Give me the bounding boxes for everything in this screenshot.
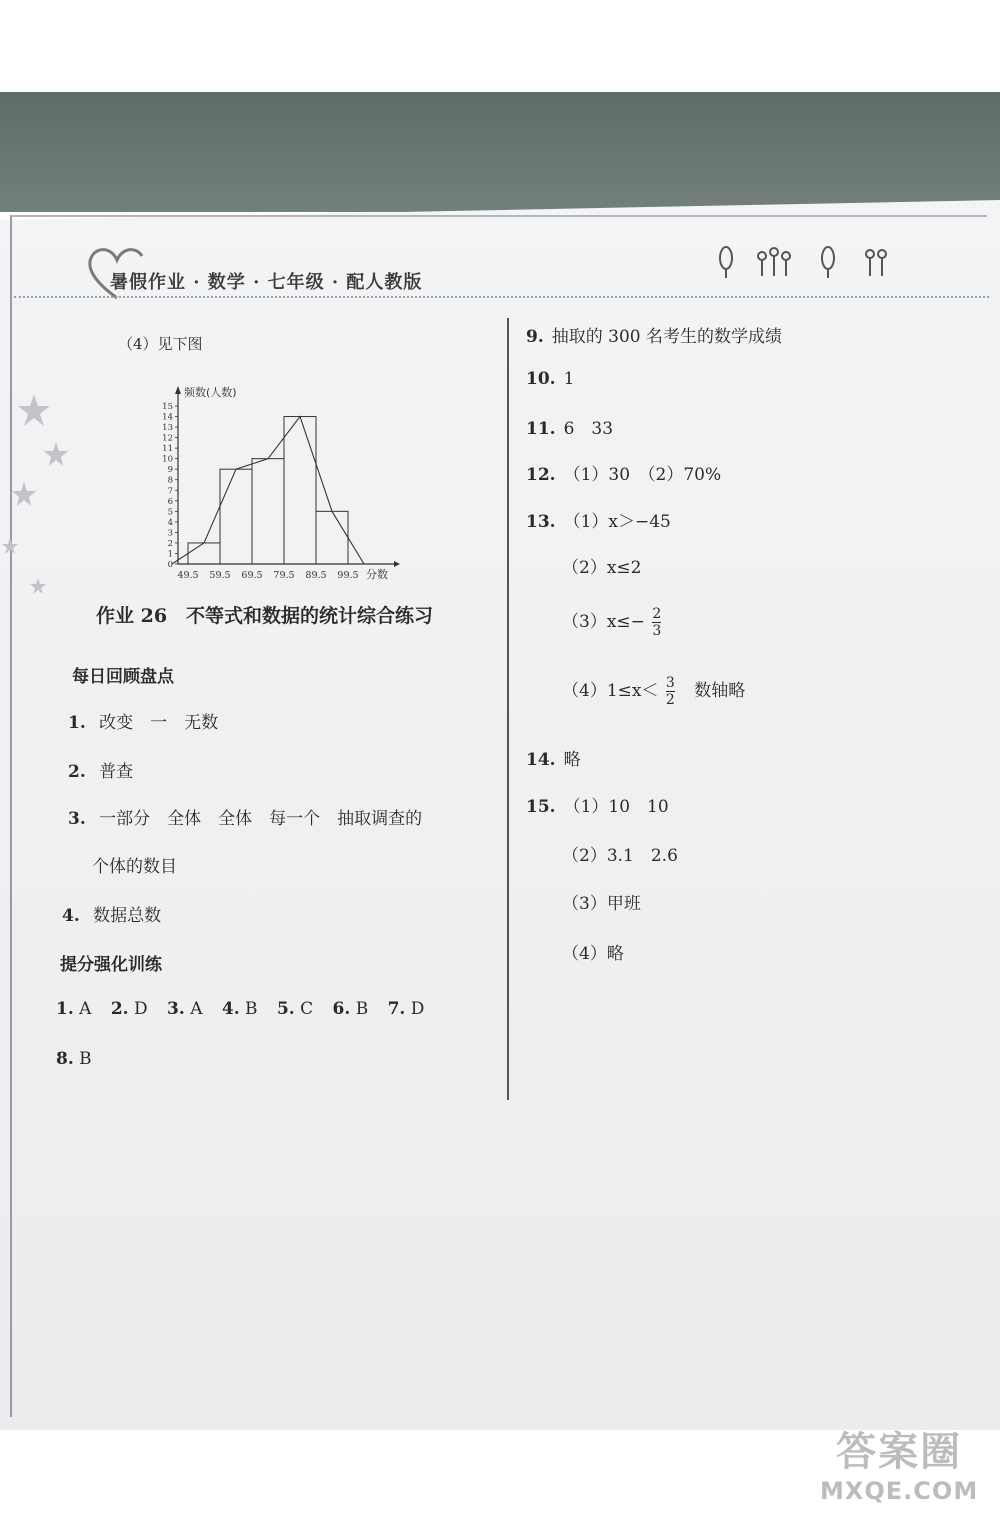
list-item: 个体的数目 — [92, 857, 177, 877]
x-tick-label: 59.5 — [209, 570, 231, 581]
choice-answers-row: 8. B — [56, 1049, 92, 1069]
answer-13-part-4: （4）1≤x＜ $\frac{3}{2}$ 数轴略 — [562, 675, 746, 708]
y-tick-label: 14 — [162, 412, 173, 423]
y-tick-label: 7 — [167, 486, 173, 497]
answer-9: 9. 抽取的 300 名考生的数学成绩 — [526, 327, 783, 347]
x-tick-label: 89.5 — [305, 570, 327, 581]
y-tick-label: 5 — [167, 507, 173, 518]
x-tick-label: 69.5 — [241, 570, 263, 581]
stars-decoration-icon — [0, 390, 80, 610]
background-surface — [0, 92, 1000, 212]
training-title: 提分强化训练 — [60, 955, 162, 975]
watermark-logo: 答案圈 MXQE.COM — [820, 1429, 979, 1505]
list-item: 1. 改变 一 无数 — [68, 713, 219, 733]
y-axis-label: 频数(人数) — [184, 386, 237, 399]
frequency-polygon — [172, 417, 364, 564]
y-tick-label: 9 — [167, 465, 173, 476]
x-tick-label: 49.5 — [177, 570, 199, 581]
y-tick-label: 2 — [167, 538, 173, 549]
answer-15-part-3: （3）甲班 — [562, 894, 641, 914]
x-tick-label: 99.5 — [337, 570, 359, 581]
answer-11: 11. 6 33 — [526, 419, 614, 439]
list-item: 3. 一部分 全体 全体 每一个 抽取调查的 — [68, 809, 423, 829]
list-item: 2. 普查 — [68, 762, 134, 782]
answer-15-part-4: （4）略 — [562, 944, 624, 964]
answer-15-part-2: （2）3.1 2.6 — [562, 846, 678, 866]
y-tick-label: 4 — [167, 517, 173, 528]
x-tick-label: 79.5 — [273, 570, 295, 581]
answer-10: 10. 1 — [526, 369, 575, 389]
x-axis-arrow — [394, 561, 400, 567]
y-tick-label: 10 — [162, 454, 173, 465]
histogram-bar — [188, 543, 220, 564]
histogram-bar — [316, 511, 348, 564]
q4-label: （4）见下图 — [118, 335, 203, 353]
y-tick-label: 15 — [162, 402, 173, 412]
x-axis-label: 分数 — [366, 568, 388, 581]
list-item: 4. 数据总数 — [62, 906, 162, 926]
choice-answers-row: 1. A 2. D 3. A 4. B 5. C 6. B 7. D — [56, 999, 425, 1019]
frequency-histogram — [150, 382, 410, 587]
y-tick-label: 6 — [167, 496, 173, 507]
histogram-bar — [252, 459, 284, 564]
histogram-bar — [220, 469, 252, 564]
y-tick-label: 8 — [167, 475, 173, 486]
y-tick-label: 1 — [167, 549, 173, 560]
y-tick-label: 12 — [162, 433, 173, 444]
header-divider — [14, 296, 989, 298]
header-title: 暑假作业 · 数学 · 七年级 · 配人教版 — [110, 272, 423, 293]
histogram-bar — [284, 417, 316, 564]
y-tick-label: 13 — [162, 423, 173, 434]
y-tick-label: 11 — [162, 444, 173, 455]
answer-13-part-3: （3）x≤− $\frac{2}{3}$ — [562, 606, 662, 639]
column-divider — [507, 318, 509, 1100]
answer-13-part-2: （2）x≤2 — [562, 558, 642, 578]
y-tick-label: 3 — [167, 528, 173, 539]
tree-flower-decoration-icon — [712, 242, 902, 282]
y-tick-label: 0 — [167, 560, 173, 570]
answer-13: 13. （1）x＞−45 — [526, 512, 671, 532]
answer-12: 12. （1）30 （2）70% — [526, 465, 722, 485]
section-title: 作业 26 不等式和数据的统计综合练习 — [96, 605, 434, 627]
answer-14: 14. 略 — [526, 750, 581, 770]
review-title: 每日回顾盘点 — [72, 667, 174, 687]
y-axis-arrow — [175, 386, 181, 394]
answer-15: 15. （1）10 10 — [526, 797, 669, 817]
